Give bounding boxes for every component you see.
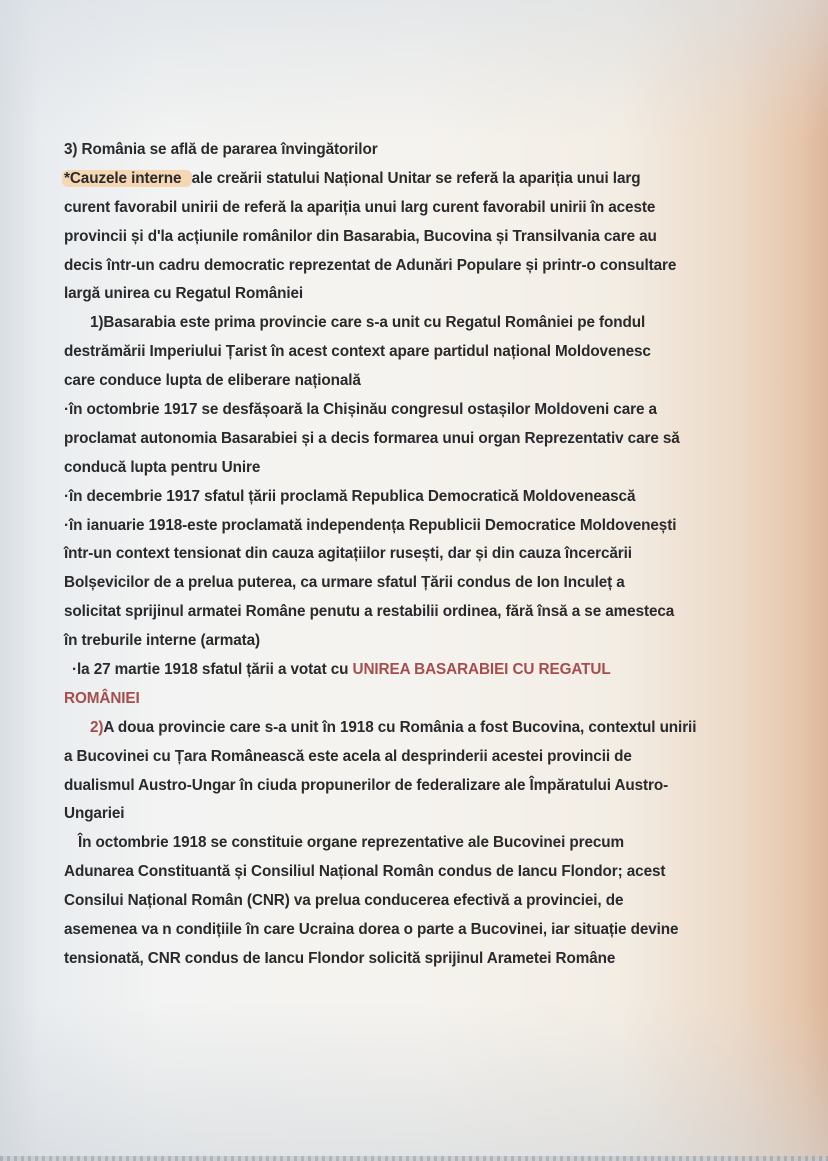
basarabia-line-10: Bolșevicilor de a prelua puterea, ca urmare sfatul Țării condus de Ion Inculeț a	[64, 574, 625, 592]
basarabia-line-14: ROMÂNIEI	[64, 689, 140, 707]
basarabia-line-8: ·în ianuarie 1918-este proclamată independența Republicii Democratice Moldovenești	[64, 516, 677, 534]
causes-line-4: decis într-un cadru democratic reprezentat de Adunări Populare și printr-o consultare	[64, 256, 677, 274]
top-shadow	[0, 0, 828, 140]
basarabia-line-13	[64, 656, 808, 685]
bucovina-line-1-rest: A doua provincie care s-a unit în 1918 cu România a fost Bucovina, contextul unirii	[103, 718, 697, 736]
causes-line-5: largă unirea cu Regatul României	[64, 285, 304, 303]
basarabia-line-2: destrămării Imperiului Țarist în acest context apare partidul național Moldovenesc	[64, 343, 651, 361]
basarabia-line-6: conducă lupta pentru Unire	[64, 458, 261, 476]
basarabia-line-13-prefix: ·la 27 martie 1918 sfatul țării a votat cu	[72, 661, 353, 679]
basarabia-line-4: ·în octombrie 1917 se desfășoară la Chișinău congresul ostașilor Moldoveni care a	[64, 401, 657, 419]
basarabia-line-11: solicitat sprijinul armatei Române penutu a restabilii ordinea, fără însă a se amesteca	[64, 603, 675, 621]
basarabia-line-3: care conduce lupta de eliberare națională	[64, 372, 361, 390]
causes-line-1	[64, 165, 808, 194]
causes-line-2: curent favorabil unirii de referă la apariția unui larg curent favorabil unirii în aceste	[64, 198, 656, 216]
bucovina-line-2: a Bucovinei cu Țara Românească este acela al desprinderii acestei provincii de	[64, 747, 632, 765]
causes-line-1-rest: ale creării statului Național Unitar se referă la apariția unui larg	[191, 169, 641, 187]
basarabia-line-5: proclamat autonomia Basarabiei și a decis formarea unui organ Reprezentativ care să	[64, 429, 680, 447]
bucovina-number: 2)	[90, 718, 104, 736]
page-bottom-edge	[0, 1156, 828, 1161]
bucovina-line-8: asemenea va n condițiile în care Ucraina dorea o parte a Bucovinei, iar situație devine	[64, 921, 679, 939]
bucovina-line-1	[64, 714, 808, 743]
basarabia-line-12: în treburile interne (armata)	[64, 632, 261, 650]
bottom-shadow	[0, 1001, 828, 1161]
bucovina-line-9: tensionată, CNR condus de Iancu Flondor solicită sprijinul Arametei Române	[64, 949, 616, 967]
handwritten-notes	[64, 136, 808, 974]
red-emphasis-text: UNIREA BASARABIEI CU REGATUL	[352, 661, 611, 679]
bucovina-line-5: În octombrie 1918 se constituie organe reprezentative ale Bucovinei precum	[78, 834, 625, 852]
basarabia-line-7: ·în decembrie 1917 sfatul țării proclamă Republica Democratică Moldovenească	[64, 487, 636, 505]
bucovina-line-7: Consilui Național Român (CNR) va prelua conducerea efectivă a provinciei, de	[64, 892, 624, 910]
basarabia-line-9: într-un context tensionat din cauza agitațiilor rusești, dar și din cauza încercării	[64, 545, 632, 563]
heading-line: 3) România se află de pararea învingătorilor	[64, 141, 378, 158]
basarabia-line-1: 1)Basarabia este prima provincie care s-a unit cu Regatul României pe fondul	[90, 314, 646, 332]
bucovina-line-6: Adunarea Constituantă și Consiliul Național Român condus de Iancu Flondor; acest	[64, 863, 666, 881]
causes-line-3: provincii și d'la acțiunile românilor din Basarabia, Bucovina și Transilvania care au	[64, 227, 657, 245]
bucovina-line-3: dualismul Austro-Ungar în ciuda propunerilor de federalizare ale Împăratului Austro-	[64, 776, 669, 794]
bucovina-line-4: Ungariei	[64, 805, 125, 823]
highlighted-phrase: *Cauzele interne	[62, 170, 192, 187]
